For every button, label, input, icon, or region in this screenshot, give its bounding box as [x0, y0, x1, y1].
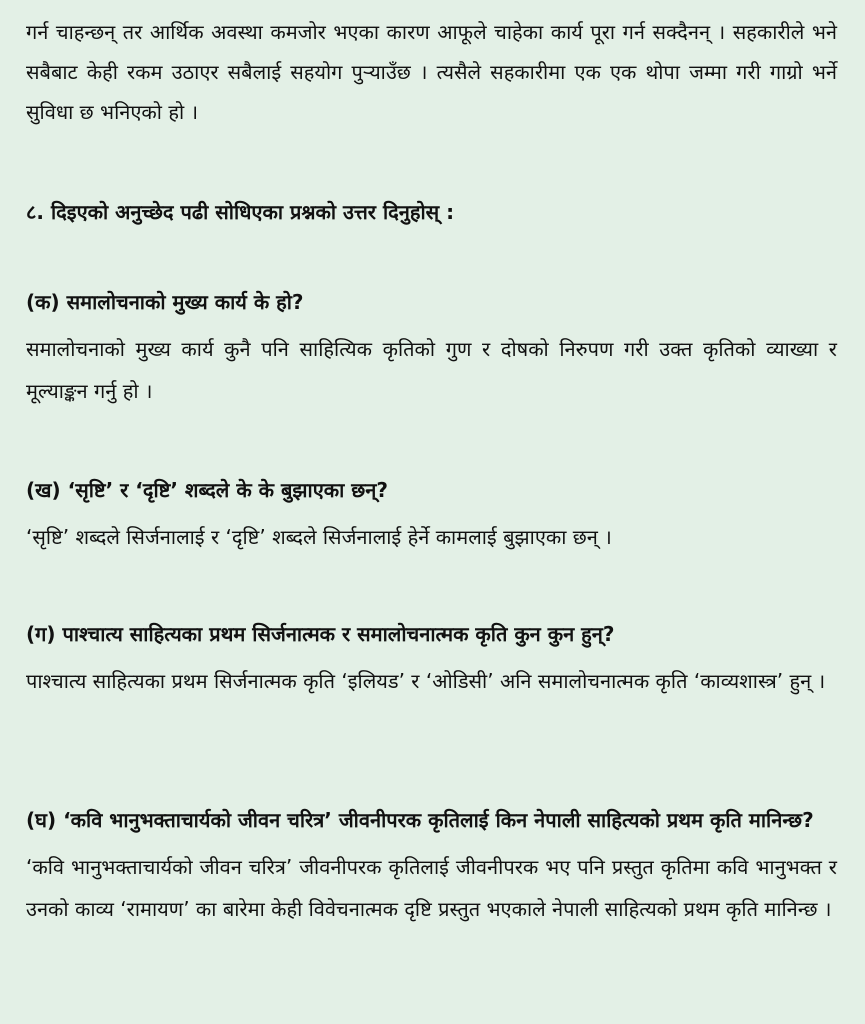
section-title: ८. दिइएको अनुच्छेद पढी सोधिएका प्रश्नको उत्तर दिनुहोस् : — [26, 200, 455, 224]
question-block-gha — [26, 800, 837, 930]
question-block-ka — [26, 282, 837, 412]
question-ga: (ग) पाश्चात्य साहित्यका प्रथम सिर्जनात्मक र समालोचनात्मक कृति कुन कुन हुन्? — [26, 622, 615, 646]
answer-ka: समालोचनाको मुख्य कार्य कुनै पनि साहित्यिक कृतिको गुण र दोषको निरुपण गरी उक्त कृतिको व्याख्या र मूल्याङ्कन गर्नु हो । — [26, 337, 837, 403]
question-gha: (घ) ‘कवि भानुभक्ताचार्यको जीवन चरित्र’ जीवनीपरक कृतिलाई किन नेपाली साहित्यको प्रथम कृति मानिन्छ? — [26, 808, 814, 832]
answer-ga: पाश्चात्य साहित्यका प्रथम सिर्जनात्मक कृति ‘इलियड’ र ‘ओडिसी’ अनि समालोचनात्मक कृति ‘काव्यशास्त्र’ हुन् । — [26, 669, 826, 693]
intro-paragraph: गर्न चाहन्छन् तर आर्थिक अवस्था कमजोर भएका कारण आफूले चाहेका कार्य पूरा गर्न सक्दैनन् । सहकारीले भने सबैबाट केही रकम उठाएर सबैलाई सहयोग पुऱ्याउँछ । त्यसैले सहकारीमा एक एक थोपा जम्मा गरी गाग्रो भर्ने सुविधा छ भनिएको हो । — [26, 20, 837, 124]
answer-kha: ‘सृष्टि’ शब्दले सिर्जनालाई र ‘दृष्टि’ शब्दले सिर्जनालाई हेर्ने कामलाई बुझाएका छन् । — [26, 525, 612, 549]
question-ka: (क) समालोचनाको मुख्य कार्य के हो? — [26, 290, 304, 314]
question-block-kha — [26, 470, 837, 558]
question-block-ga — [26, 614, 837, 702]
question-kha: (ख) ‘सृष्टि’ र ‘दृष्टि’ शब्दले के के बुझाएका छन्? — [26, 478, 388, 502]
answer-gha: ‘कवि भानुभक्ताचार्यको जीवन चरित्र’ जीवनीपरक कृतिलाई जीवनीपरक भए पनि प्रस्तुत कृतिमा कवि भानुभक्त र उनको काव्य ‘रामायण’ का बारेमा केही विवेचनात्मक दृष्टि प्रस्तुत भएकाले नेपाली साहित्यको प्रथम कृति मानिन्छ । — [26, 855, 837, 921]
